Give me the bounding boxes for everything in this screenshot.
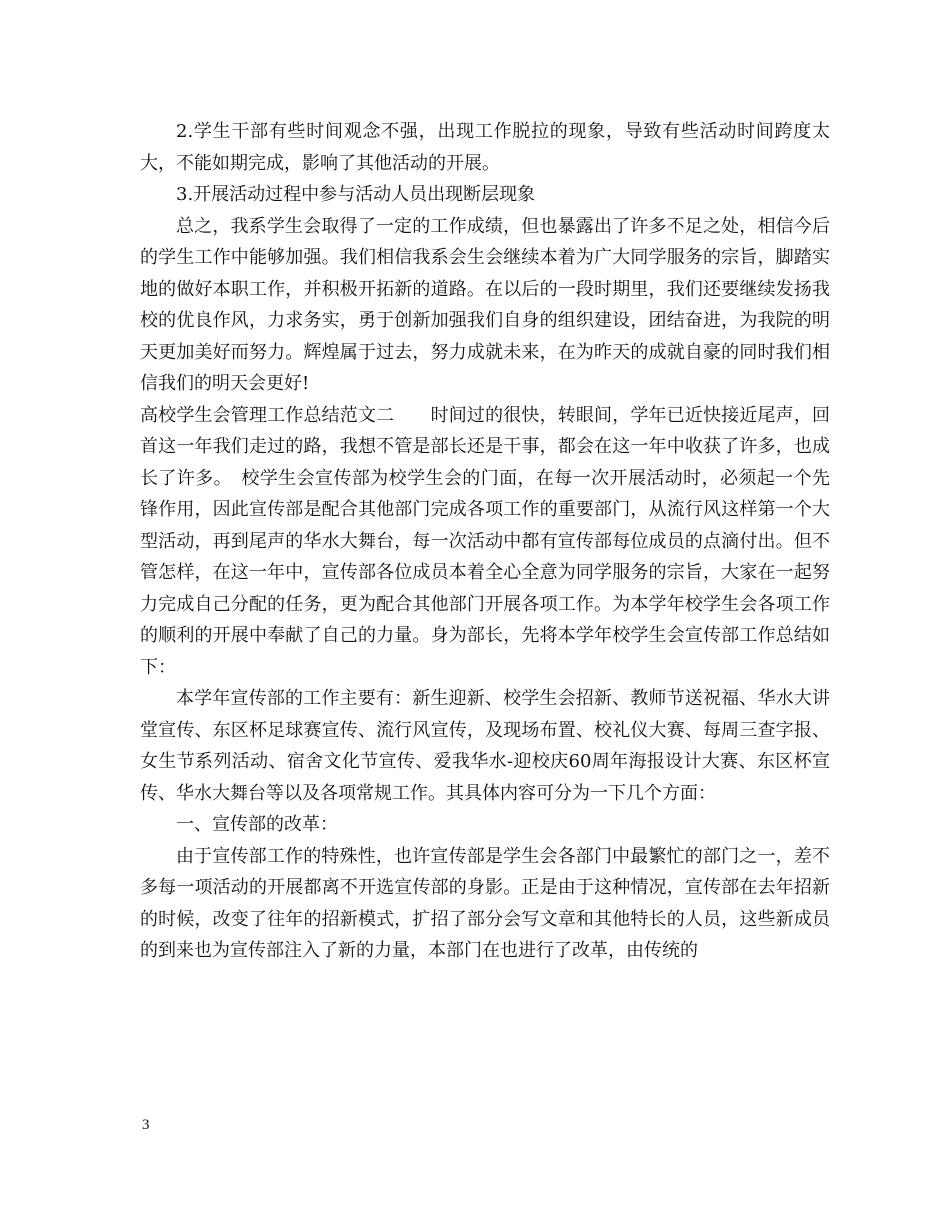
body-text [140,116,830,967]
section-heading: 一、宣传部的改革： [176,814,338,835]
paragraph: 3.开展活动过程中参与活动人员出现断层现象 [176,184,536,205]
paragraph: 总之，我系学生会取得了一定的工作成绩，但也暴露出了许多不足之处，相信今后的学生工作中能够加强。我们相信我系会生会继续本着为广大同学服务的宗旨，脚踏实地的做好本职工作，并积极开拓新的道路。在以后的一段时期里，我们还要继续发扬我校的优良作风，力求务实，勇于创新加强我们自身的组织建设，团结奋进，为我院的明天更加美好而努力。辉煌属于过去，努力成就未来，在为昨天的成就自豪的同时我们相信我们的明天会更好! [140,215,830,394]
paragraph: 本学年宣传部的工作主要有：新生迎新、校学生会招新、教师节送祝福、华水大讲堂宣传、东区杯足球赛宣传、流行风宣传，及现场布置、校礼仪大赛、每周三查字报、女生节系列活动、宿舍文化节宣传、爱我华水-迎校庆60周年海报设计大赛、东区杯宣传、华水大舞台等以及各项常规工作。其具体内容可分为一下几个方面： [140,688,830,804]
paragraph: 由于宣传部工作的特殊性，也许宣传部是学生会各部门中最繁忙的部门之一，差不多每一项活动的开展都离不开选宣传部的身影。正是由于这种情况，宣传部在去年招新的时候，改变了往年的招新模式，扩招了部分会写文章和其他特长的人员，这些新成员的到来也为宣传部注入了新的力量，本部门在也进行了改革，由传统的 [140,845,830,961]
paragraph: 2.学生干部有些时间观念不强，出现工作脱拉的现象，导致有些活动时间跨度太大，不能如期完成，影响了其他活动的开展。 [140,121,830,174]
paragraph: 高校学生会管理工作总结范文二 时间过的很快，转眼间，学年已近快接近尾声，回首这一年我们走过的路，我想不管是部长还是干事，都会在这一年中收获了许多，也成长了许多。 校学生会宣传部为校学生会的门面，在每一次开展活动时，必须起一个先锋作用，因此宣传部是配合其他部门完成各项工作的重要部门，从流行风这样第一个大型活动，再到尾声的华水大舞台，每一次活动中都有宣传部每位成员的点滴付出。但不管怎样，在这一年中，宣传部各位成员本着全心全意为同学服务的宗旨，大家在一起努力完成自己分配的任务，更为配合其他部门开展各项工作。为本学年校学生会各项工作的顺利的开展中奉献了自己的力量。身为部长，先将本学年校学生会宣传部工作总结如下： [140,404,830,678]
page-number: 3 [142,1117,150,1133]
